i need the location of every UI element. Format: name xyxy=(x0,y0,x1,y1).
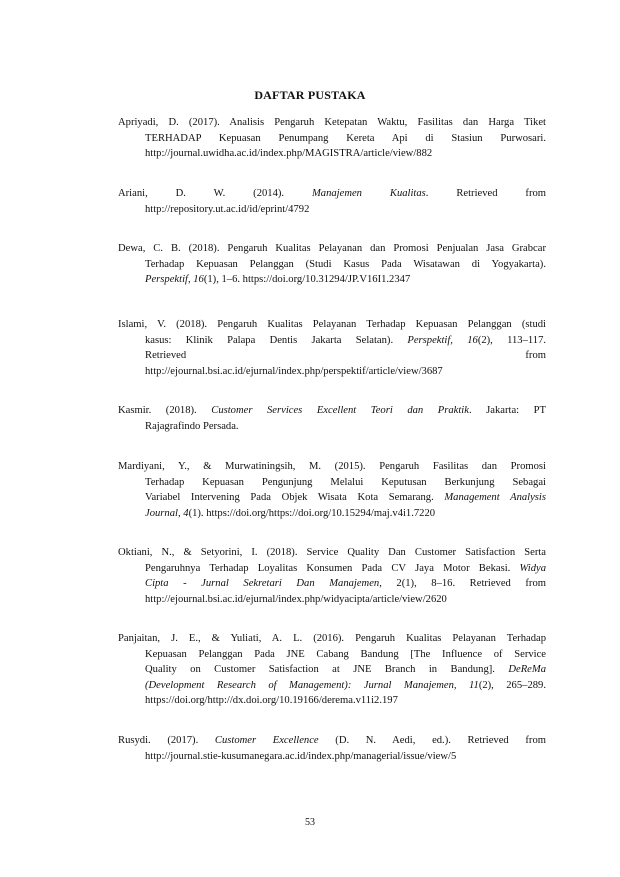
reference-text: (2), 265–289. xyxy=(478,679,546,691)
italic-title-text: Customer Excellence xyxy=(214,735,319,746)
reference-text: (1), 1–6. https://doi.org/10.31294/JP.V16I1.2347 xyxy=(203,274,411,285)
reference-line xyxy=(118,576,546,592)
italic-title-text: Widya xyxy=(519,562,546,574)
page-number: 53 xyxy=(305,817,315,828)
reference-text: (D. N. Aedi, ed.). Retrieved from xyxy=(318,735,546,746)
italic-title-text: Management Analysis xyxy=(444,492,546,503)
reference-line: Rajagrafindo Persada. xyxy=(145,420,239,432)
italic-title-text: Perspektif, 16 xyxy=(407,334,478,346)
reference-text: Rusydi. (2017). xyxy=(118,735,215,746)
reference-line: Mardiyani, Y., & Murwatiningsih, M. (2015). Pengaruh Fasilitas dan Promosi xyxy=(118,461,546,472)
reference-line: Apriyadi, D. (2017). Analisis Pengaruh Ketepatan Waktu, Fasilitas dan Harga Tiket xyxy=(118,117,546,128)
reference-line xyxy=(118,662,546,678)
reference-entry xyxy=(118,241,546,288)
reference-text: , 2(1), 8–16. Retrieved from xyxy=(379,578,546,589)
reference-entry xyxy=(118,733,546,764)
reference-text: Quality on Customer Satisfaction at JNE Branch in Bandung]. xyxy=(145,664,509,675)
reference-line xyxy=(118,506,546,522)
reference-line: http://ejournal.bsi.ac.id/ejurnal/index.php/perspektif/article/view/3687 xyxy=(145,365,443,377)
reference-entry xyxy=(118,545,546,607)
reference-text: (2), 113–117. xyxy=(477,334,547,346)
reference-line: http://ejournal.bsi.ac.id/ejurnal/index.php/widyacipta/article/view/2620 xyxy=(145,593,447,605)
reference-text: . Retrieved from xyxy=(425,188,547,199)
reference-entry xyxy=(118,115,546,162)
reference-line xyxy=(118,561,546,577)
italic-title-text: (Development Research of Management): Jurnal Manajemen, 11 xyxy=(145,679,479,691)
reference-line: Terhadap Kepuasan Pengunjung Melalui Keputusan Berkunjung Sebagai xyxy=(145,476,546,488)
reference-line: http://journal.uwidha.ac.id/index.php/MAGISTRA/article/view/882 xyxy=(145,148,433,159)
italic-title-text: Journal, 4 xyxy=(145,507,189,519)
reference-text: Kasmir. (2018). xyxy=(118,405,212,416)
reference-text: (1). https://doi.org/https://doi.org/10.15294/maj.v4i1.7220 xyxy=(188,507,436,519)
reference-line xyxy=(118,272,546,288)
italic-title-text: Customer Services Excellent Teori dan Praktik xyxy=(211,405,469,416)
reference-line xyxy=(118,678,546,694)
reference-line: TERHADAP Kepuasan Penumpang Kereta Api di Stasiun Purwosari. xyxy=(145,132,546,144)
page-title: DAFTAR PUSTAKA xyxy=(254,88,366,102)
italic-title-text: Perspektif, 16 xyxy=(145,274,204,285)
reference-line xyxy=(118,490,546,506)
reference-entry xyxy=(118,186,546,217)
reference-line: Panjaitan, J. E., & Yuliati, A. L. (2016). Pengaruh Kualitas Pelayanan Terhadap xyxy=(118,633,546,644)
reference-text: . Jakarta: PT xyxy=(468,405,546,416)
reference-entry xyxy=(118,403,546,434)
reference-text: Pengaruhnya Terhadap Loyalitas Konsumen Pada CV Jaya Motor Bekasi. xyxy=(145,562,520,574)
reference-line: Retrieved from xyxy=(145,350,546,361)
reference-line: Terhadap Kepuasan Pelanggan (Studi Kasus Pada Wisatawan di Yogyakarta). xyxy=(145,258,546,270)
reference-line: Dewa, C. B. (2018). Pengaruh Kualitas Pelayanan dan Promosi Penjualan Jasa Grabcar xyxy=(118,243,546,254)
reference-entry xyxy=(118,317,546,379)
reference-entry xyxy=(118,631,546,709)
italic-title-text: Cipta - Jurnal Sekretari Dan Manajemen xyxy=(145,578,380,589)
reference-line: https://doi.org/http://dx.doi.org/10.19166/derema.v11i2.197 xyxy=(145,695,398,706)
reference-line xyxy=(118,186,546,202)
italic-title-text: DeReMa xyxy=(508,664,546,675)
reference-text: Variabel Intervening Pada Objek Wisata Kota Semarang. xyxy=(145,492,445,503)
reference-line: Oktiani, N., & Setyorini, I. (2018). Service Quality Dan Customer Satisfaction Serta xyxy=(118,547,546,558)
reference-line xyxy=(118,333,546,349)
reference-line: http://journal.stie-kusumanegara.ac.id/index.php/managerial/issue/view/5 xyxy=(145,750,457,762)
italic-title-text: Manajemen Kualitas xyxy=(311,188,426,199)
reference-line xyxy=(118,403,546,419)
reference-line xyxy=(118,733,546,749)
reference-line: Kepuasan Pelanggan Pada JNE Cabang Bandung [The Influence of Service xyxy=(145,648,546,660)
reference-entry xyxy=(118,459,546,521)
reference-text: kasus: Klinik Palapa Dentis Jakarta Selatan). xyxy=(145,334,408,346)
reference-line: http://repository.ut.ac.id/id/eprint/4792 xyxy=(145,203,310,215)
reference-line: Islami, V. (2018). Pengaruh Kualitas Pelayanan Terhadap Kepuasan Pelanggan (studi xyxy=(118,319,546,330)
reference-text: Ariani, D. W. (2014). xyxy=(118,188,312,199)
